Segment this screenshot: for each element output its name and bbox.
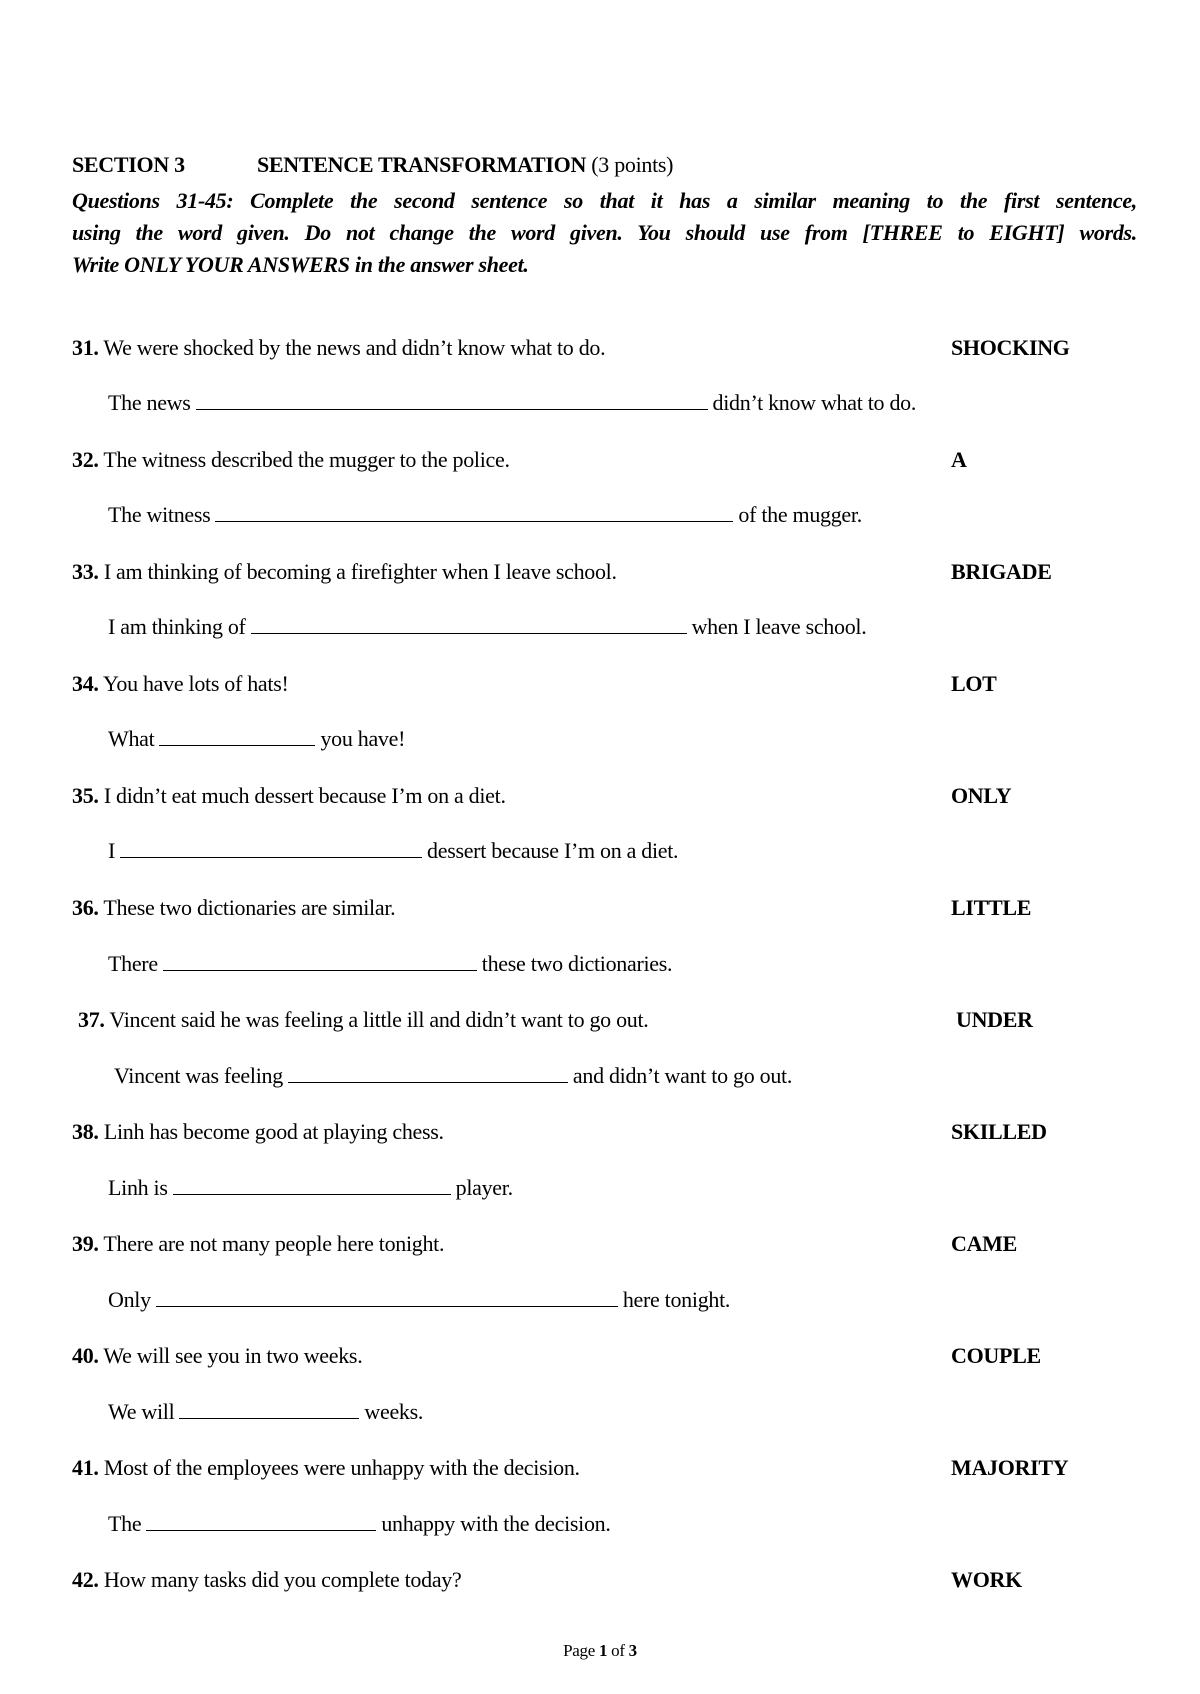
- question-40-keyword: COUPLE: [951, 1343, 1041, 1368]
- answer-blank[interactable]: [163, 951, 477, 971]
- question-36-answer-line: [108, 951, 672, 977]
- question-sentence: Most of the employees were unhappy with the decision.: [103, 1455, 580, 1480]
- answer-blank[interactable]: [120, 838, 422, 858]
- answer-blank[interactable]: [196, 390, 708, 410]
- answer-end: dessert because I’m on a diet.: [427, 838, 679, 863]
- question-32-keyword: A: [951, 447, 967, 472]
- question-number: 34.: [72, 671, 99, 696]
- question-37: [78, 1007, 648, 1033]
- question-34-keyword: LOT: [951, 671, 997, 696]
- question-sentence: Vincent said he was feeling a little ill and didn’t want to go out.: [109, 1007, 649, 1032]
- answer-end: didn’t know what to do.: [712, 390, 917, 415]
- answer-blank[interactable]: [215, 502, 733, 522]
- answer-end: player.: [455, 1175, 513, 1200]
- footer-total-pages: 3: [628, 1641, 637, 1660]
- question-number: 42.: [72, 1567, 99, 1592]
- answer-blank[interactable]: [146, 1511, 376, 1531]
- question-42-keyword: WORK: [951, 1567, 1022, 1592]
- question-sentence: We were shocked by the news and didn’t know what to do.: [103, 335, 606, 360]
- instructions-line-3: Write ONLY YOUR ANSWERS in the answer sheet.: [72, 252, 529, 277]
- question-36: [72, 895, 395, 921]
- answer-end: these two dictionaries.: [481, 951, 673, 976]
- answer-blank[interactable]: [251, 614, 687, 634]
- answer-start: The news: [108, 390, 191, 415]
- answer-blank[interactable]: [179, 1399, 359, 1419]
- question-31-answer-line: [108, 390, 916, 416]
- question-number: 38.: [72, 1119, 99, 1144]
- answer-blank[interactable]: [288, 1063, 568, 1083]
- instructions-line-1: Questions 31-45: Complete the second sentence so that it has a similar meaning to the first sentence,: [72, 188, 1137, 213]
- answer-start: What: [108, 726, 155, 751]
- question-32-answer-line: [108, 502, 862, 528]
- answer-start: The witness: [108, 502, 211, 527]
- question-31: [72, 335, 605, 361]
- section-points: (3 points): [591, 152, 674, 177]
- answer-start: I am thinking of: [108, 614, 246, 639]
- question-41-answer-line: [108, 1511, 611, 1537]
- answer-start: We will: [108, 1399, 175, 1424]
- answer-end: when I leave school.: [691, 614, 867, 639]
- question-42: [72, 1567, 461, 1593]
- answer-start: Only: [108, 1287, 151, 1312]
- answer-start: There: [108, 951, 158, 976]
- answer-end: and didn’t want to go out.: [572, 1063, 793, 1088]
- question-sentence: Linh has become good at playing chess.: [103, 1119, 444, 1144]
- question-35-answer-line: [108, 838, 678, 864]
- question-33: [72, 559, 617, 585]
- question-37-answer-line: [114, 1063, 792, 1089]
- question-34: [72, 671, 289, 697]
- answer-start: I: [108, 838, 116, 863]
- question-33-keyword: BRIGADE: [951, 559, 1052, 584]
- question-number: 37.: [78, 1007, 105, 1032]
- question-sentence: We will see you in two weeks.: [103, 1343, 363, 1368]
- answer-end: you have!: [320, 726, 406, 751]
- question-number: 36.: [72, 895, 99, 920]
- question-39: [72, 1231, 444, 1257]
- footer-current-page: 1: [598, 1641, 608, 1660]
- question-sentence: I am thinking of becoming a firefighter when I leave school.: [103, 559, 617, 584]
- question-38-keyword: SKILLED: [951, 1119, 1047, 1144]
- answer-blank[interactable]: [156, 1287, 618, 1307]
- question-40: [72, 1343, 362, 1369]
- question-37-keyword: UNDER: [956, 1007, 1033, 1032]
- question-number: 35.: [72, 783, 99, 808]
- answer-end: weeks.: [364, 1399, 424, 1424]
- question-35-keyword: ONLY: [951, 783, 1012, 808]
- question-38: [72, 1119, 444, 1145]
- section-heading: [72, 152, 673, 178]
- instructions: [72, 185, 1137, 281]
- section-label: SECTION 3: [72, 152, 185, 177]
- answer-end: of the mugger.: [738, 502, 862, 527]
- question-sentence: You have lots of hats!: [103, 671, 289, 696]
- question-32: [72, 447, 510, 473]
- question-number: 39.: [72, 1231, 99, 1256]
- section-title: SENTENCE TRANSFORMATION: [257, 152, 587, 177]
- footer-of-word: of: [611, 1641, 625, 1660]
- question-39-answer-line: [108, 1287, 730, 1313]
- instructions-line-2: using the word given. Do not change the word given. You should use from [THREE to EIGHT] words.: [72, 220, 1137, 245]
- question-38-answer-line: [108, 1175, 513, 1201]
- page-footer: [0, 1641, 1200, 1661]
- question-39-keyword: CAME: [951, 1231, 1018, 1256]
- question-41: [72, 1455, 580, 1481]
- question-36-keyword: LITTLE: [951, 895, 1032, 920]
- question-sentence: The witness described the mugger to the police.: [103, 447, 510, 472]
- question-number: 40.: [72, 1343, 99, 1368]
- question-41-keyword: MAJORITY: [951, 1455, 1069, 1480]
- question-sentence: These two dictionaries are similar.: [103, 895, 396, 920]
- answer-end: unhappy with the decision.: [381, 1511, 611, 1536]
- answer-end: here tonight.: [622, 1287, 731, 1312]
- question-sentence: How many tasks did you complete today?: [103, 1567, 462, 1592]
- answer-start: The: [108, 1511, 142, 1536]
- answer-blank[interactable]: [173, 1175, 451, 1195]
- question-sentence: I didn’t eat much dessert because I’m on a diet.: [103, 783, 506, 808]
- answer-blank[interactable]: [159, 726, 315, 746]
- question-40-answer-line: [108, 1399, 423, 1425]
- question-number: 41.: [72, 1455, 99, 1480]
- answer-start: Vincent was feeling: [114, 1063, 283, 1088]
- question-34-answer-line: [108, 726, 405, 752]
- question-number: 33.: [72, 559, 99, 584]
- answer-start: Linh is: [108, 1175, 168, 1200]
- question-35: [72, 783, 506, 809]
- question-number: 32.: [72, 447, 99, 472]
- question-sentence: There are not many people here tonight.: [103, 1231, 445, 1256]
- question-number: 31.: [72, 335, 99, 360]
- question-31-keyword: SHOCKING: [951, 335, 1070, 360]
- footer-page-word: Page: [563, 1641, 596, 1660]
- question-33-answer-line: [108, 614, 866, 640]
